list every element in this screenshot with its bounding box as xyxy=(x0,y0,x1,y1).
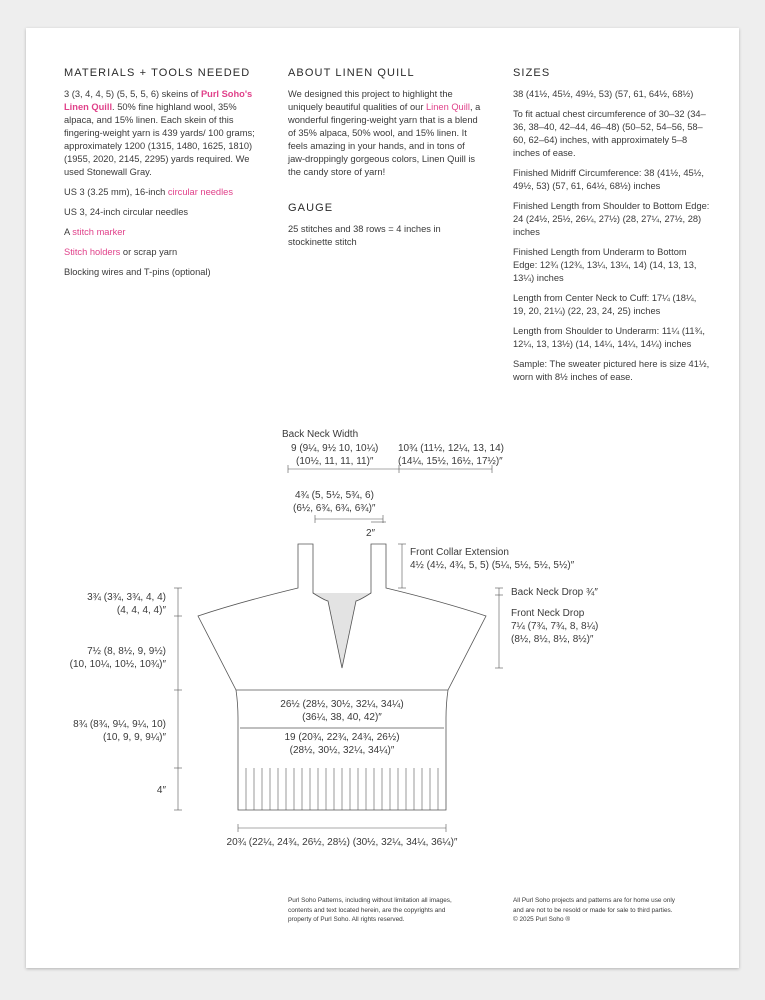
size-line: To fit actual chest circumference of 30–32 (34–36, 38–40, 42–44, 46–48) (50–52, 54–56, 58–60, 62–64) inches, with approximately 5–8 inches of ease. xyxy=(513,109,706,158)
size-line: Finished Midriff Circumference: 38 (41½, 45½, 49½, 53) (57, 61, 64½, 68½) inches xyxy=(513,168,705,191)
front-neck-v xyxy=(313,593,371,668)
ribbing-lines xyxy=(246,768,438,810)
usage-notice: All Purl Soho projects and patterns are for home use only and are not to be resold or made for sale to third parties. © 2025 Purl Soho ® xyxy=(513,897,675,923)
size-line: Length from Shoulder to Underarm: 11¼ (11¾, 12¼, 13, 13½) (14, 14¼, 14¼, 14¼) inches xyxy=(513,326,705,349)
about-text: We designed this project to highlight the uniquely beautiful qualities of our Linen Quill, a wonderful fingering-weight yarn that is a blend of 35% alpaca, 50% wool, and 15% linen. It feels amazing in your hands, and in tons of jaw-droppingly gorgeous colors, Linen Quill is the candy store of yarn! xyxy=(288,89,481,177)
copyright-notice: Purl Soho Patterns, including without limitation all images, contents and text located herein, are the copyrights and property of Purl Soho. All rights reserved. xyxy=(288,897,452,923)
size-line: Sample: The sweater pictured here is size 41½, worn with 8½ inches of ease. xyxy=(513,359,710,382)
sizes-heading: SIZES xyxy=(513,67,551,79)
back-neck-drop-label: Back Neck Drop ¾″ xyxy=(511,587,598,598)
linen-quill-link[interactable]: Linen Quill xyxy=(426,102,470,112)
size-line: Length from Center Neck to Cuff: 17¼ (18¼, 19, 20, 21¼) (22, 23, 24, 25) inches xyxy=(513,293,697,316)
armhole-depth-values-2: (10, 10¼, 10½, 10¾)″ xyxy=(69,659,166,670)
shoulder-slope-values-2: (4, 4, 4, 4)″ xyxy=(116,605,166,616)
shoulder-width-values: 10¾ (11½, 12¼, 13, 14) xyxy=(398,443,505,454)
needles-24: US 3, 24-inch circular needles xyxy=(64,207,189,217)
chest-width-values: 26½ (28½, 30½, 32¼, 34¼) xyxy=(280,699,404,710)
back-neck-width-title: Back Neck Width xyxy=(282,429,359,440)
size-line: Finished Length from Underarm to Bottom Edge: 12¾ (12¾, 13¼, 13¼, 14) (14, 13, 13, 13¼) inches xyxy=(513,247,697,283)
pattern-page xyxy=(26,28,739,968)
stitch-marker-item: A stitch marker xyxy=(64,227,126,237)
needles-16: US 3 (3.25 mm), 16-inch circular needles xyxy=(64,187,233,197)
about-heading: ABOUT LINEN QUILL xyxy=(288,67,415,79)
hem-width-values: 20¾ (22¼, 24¾, 26½, 28½) (30½, 32¼, 34¼, 36¼)″ xyxy=(226,837,458,848)
back-neck-width-values: 9 (9¼, 9½ 10, 10¼) xyxy=(291,443,379,454)
midriff-width-values: 19 (20¾, 22¾, 24¾, 26½) xyxy=(284,732,400,743)
yarn-link[interactable]: Purl Soho's Linen Quill xyxy=(64,89,253,112)
body-length-values-2: (10, 9, 9, 9¼)″ xyxy=(102,732,166,743)
circular-needles-link[interactable]: circular needles xyxy=(167,187,233,197)
stitch-holders-item: Stitch holders or scrap yarn xyxy=(64,247,178,257)
size-line: 38 (41½, 45½, 49½, 53) (57, 61, 64½, 68½) xyxy=(513,89,694,99)
armhole-depth-values: 7½ (8, 8½, 9, 9½) xyxy=(87,646,166,657)
stitch-holders-link[interactable]: Stitch holders xyxy=(64,247,121,257)
size-line: Finished Length from Shoulder to Bottom Edge: 24 (24½, 25½, 26¼, 27½) (28, 27¼, 27½, 28) inches xyxy=(513,201,710,237)
chest-width-values-2: (36¼, 38, 40, 42)″ xyxy=(302,712,382,723)
collar-width-values: 4¾ (5, 5½, 5¾, 6) xyxy=(295,490,374,501)
front-neck-drop-values: 7¼ (7¾, 7¾, 8, 8¼) xyxy=(511,621,599,632)
yarn-requirement: 3 (3, 4, 4, 5) (5, 5, 5, 6) skeins of Purl Soho's Linen Quill. 50% fine highland wool, 35% alpaca, and 15% linen. Each skein of this fingering-weight yarn is 439 yards/ 100 grams; approximately 1200 (1315, 1480, 1625, 1810) (1955, 2020, 2145, 2295) yards required. We used Stonewall Gray. xyxy=(64,89,255,177)
back-neck-width-values-2: (10½, 11, 11, 11)″ xyxy=(296,456,374,467)
blocking-item: Blocking wires and T-pins (optional) xyxy=(64,267,211,277)
collar-width-values-2: (6½, 6¾, 6¾, 6¾)″ xyxy=(293,503,376,514)
shoulder-slope-values: 3¾ (3¾, 3¾, 4, 4) xyxy=(87,592,166,603)
ribbing-length: 4″ xyxy=(156,785,166,796)
gauge-text: 25 stitches and 38 rows = 4 inches in stockinette stitch xyxy=(288,224,441,247)
front-collar-extension-values: 4½ (4½, 4¾, 5, 5) (5¼, 5½, 5½, 5½)″ xyxy=(410,560,575,571)
body-length-values: 8¾ (8¾, 9¼, 9¼, 10) xyxy=(73,719,166,730)
front-neck-drop-title: Front Neck Drop xyxy=(511,608,585,619)
materials-heading: MATERIALS + TOOLS NEEDED xyxy=(64,67,251,79)
shoulder-width-values-2: (14¼, 15½, 16½, 17½)″ xyxy=(398,456,503,467)
collar-strap-width: 2″ xyxy=(366,528,376,539)
gauge-heading: GAUGE xyxy=(288,202,334,214)
front-collar-extension-title: Front Collar Extension xyxy=(410,547,509,558)
midriff-width-values-2: (28½, 30½, 32¼, 34¼)″ xyxy=(289,745,395,756)
stitch-marker-link[interactable]: stitch marker xyxy=(72,227,126,237)
front-neck-drop-values-2: (8½, 8½, 8½, 8½)″ xyxy=(511,634,594,645)
schematic-diagram xyxy=(26,28,739,878)
